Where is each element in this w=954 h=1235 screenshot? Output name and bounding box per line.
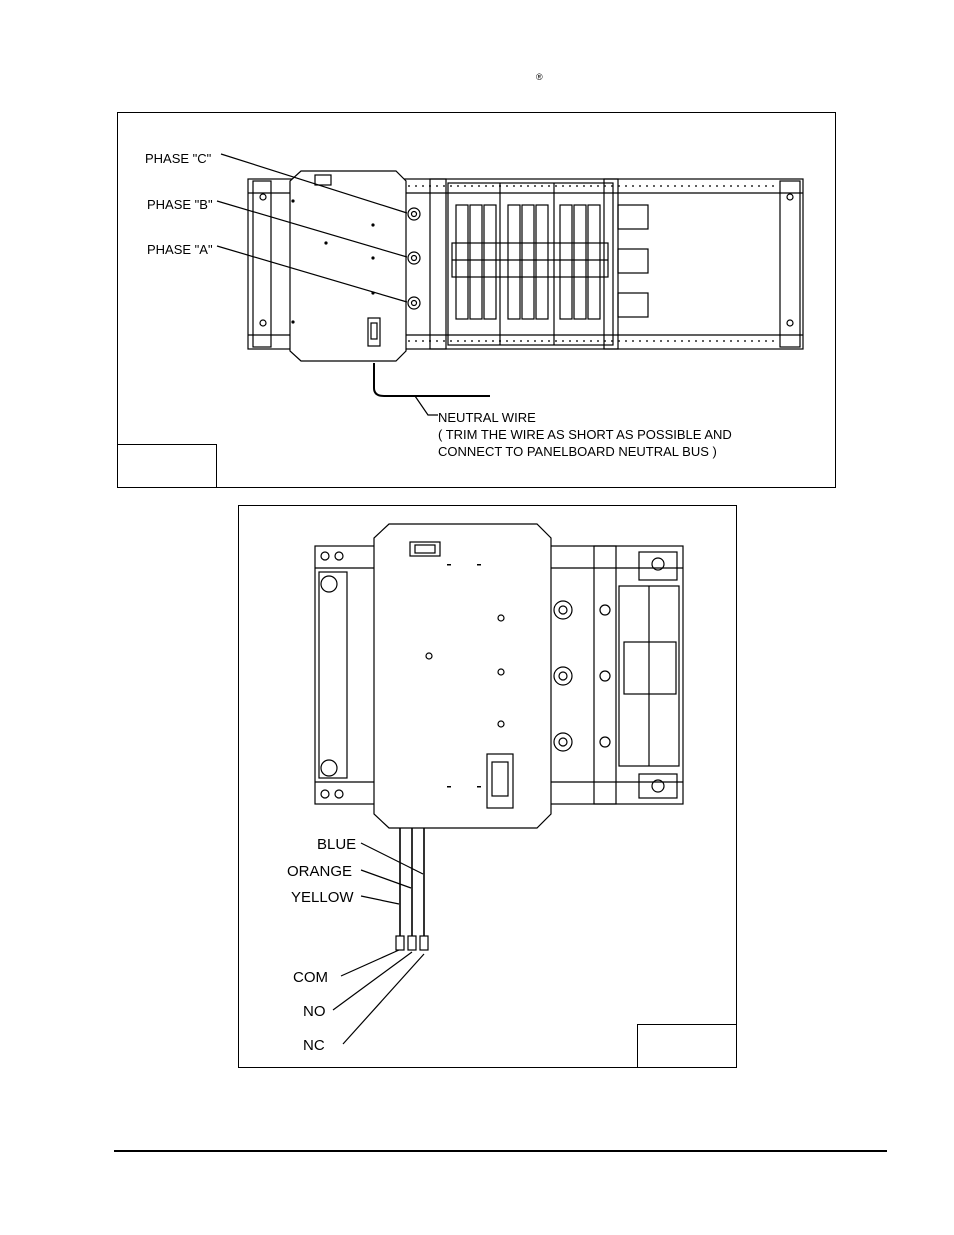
figure-panelboard-install: [117, 112, 836, 488]
figure-caption-box: [637, 1024, 737, 1068]
label-neutral-wire: NEUTRAL WIRE: [438, 410, 536, 425]
footer-divider: [114, 1150, 887, 1152]
label-phase-c: PHASE "C": [145, 151, 212, 166]
label-phase-b: PHASE "B": [147, 197, 213, 212]
note-line-2: CONNECT TO PANELBOARD NEUTRAL BUS ): [438, 444, 717, 459]
breaker-bank: [448, 183, 613, 345]
panelboard-drawing: [118, 113, 835, 487]
figure-spd-wiring-detail: [238, 505, 737, 1068]
label-phase-a: PHASE "A": [147, 242, 213, 257]
label-yellow: YELLOW: [291, 889, 354, 906]
label-no: NO: [303, 1003, 326, 1020]
label-nc: NC: [303, 1037, 325, 1054]
note-line-1: ( TRIM THE WIRE AS SHORT AS POSSIBLE AND: [438, 427, 732, 442]
spd-wiring-drawing: [239, 506, 736, 1067]
registered-mark: ®: [536, 72, 543, 82]
figure-caption-box: [117, 444, 217, 488]
label-com: COM: [293, 969, 328, 986]
spd-enclosure: [374, 524, 551, 828]
label-blue: BLUE: [317, 836, 357, 853]
label-orange: ORANGE: [287, 863, 353, 880]
spd-enclosure: [290, 171, 406, 361]
